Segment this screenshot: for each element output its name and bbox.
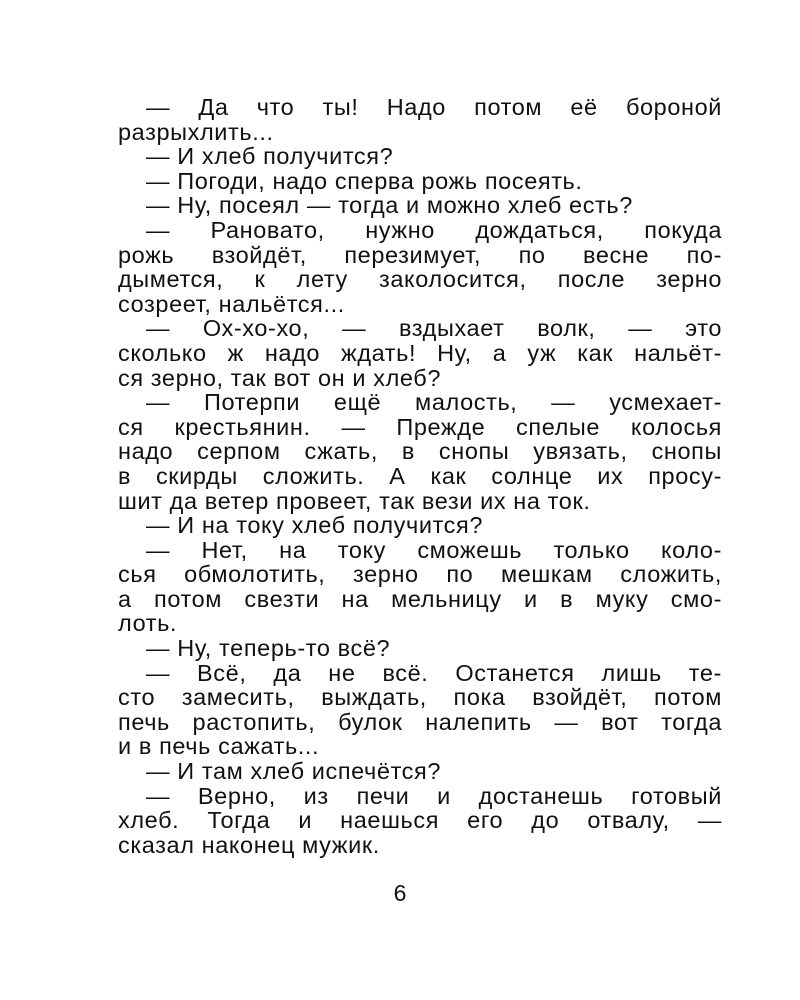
text-line: сказал наконец мужик. bbox=[118, 831, 380, 858]
text-line: — Ну, посеял — тогда и можно хлеб есть? bbox=[146, 192, 633, 219]
text-line: дымется, к лету заколосится, после зерно bbox=[118, 266, 722, 293]
text-line: в скирды сложить. А как солнце их просу- bbox=[118, 462, 722, 489]
text-line: — И хлеб получится? bbox=[146, 143, 394, 170]
text-line: — Да что ты! Надо потом её бороной bbox=[146, 94, 722, 120]
text-line: шит да ветер провеет, так вези их на ток. bbox=[118, 487, 591, 514]
text-line: а потом свезти на мельницу и в муку смо- bbox=[118, 585, 722, 612]
page-number: 6 bbox=[393, 880, 407, 906]
text-line: — Нет, на току сможешь только коло- bbox=[146, 536, 722, 563]
text-line: — И там хлеб испечётся? bbox=[146, 758, 442, 785]
text-line: ся крестьянин. — Прежде спелые колосья bbox=[118, 413, 722, 440]
text-line: — Погоди, надо сперва рожь посеять. bbox=[146, 167, 583, 194]
text-line: сто замесить, выждать, пока взойдёт, потом bbox=[118, 684, 722, 711]
text-line: — Ох-хо-хо, — вздыхает волк, — это bbox=[146, 315, 722, 342]
text-line: сколько ж надо ждать! Ну, а уж как нальёт- bbox=[118, 339, 722, 366]
text-line: — Рановато, нужно дождаться, покуда bbox=[146, 216, 722, 243]
text-line: и в печь сажать... bbox=[118, 733, 320, 760]
text-line: разрыхлить... bbox=[118, 118, 274, 145]
text-line: — Всё, да не всё. Останется лишь те- bbox=[146, 659, 722, 686]
text-line: лоть. bbox=[118, 610, 178, 637]
text-line: хлеб. Тогда и наешься его до отвалу, — bbox=[118, 807, 722, 834]
text-line: — Верно, из печи и достанешь готовый bbox=[146, 782, 722, 809]
text-line: — Ну, теперь-то всё? bbox=[146, 635, 391, 662]
text-line: — Потерпи ещё малость, — усмехает- bbox=[146, 389, 722, 416]
text-line: печь растопить, булок налепить — вот тогда bbox=[118, 708, 722, 735]
text-line: ся зерно, так вот он и хлеб? bbox=[118, 364, 442, 391]
page-text bbox=[118, 95, 722, 857]
text-line: надо серпом сжать, в снопы увязать, снопы bbox=[118, 438, 722, 465]
text-line: сья обмолотить, зерно по мешкам сложить, bbox=[118, 561, 722, 588]
text-line: созреет, нальётся... bbox=[118, 290, 345, 317]
text-line: — И на току хлеб получится? bbox=[146, 512, 484, 539]
text-line: рожь взойдёт, перезимует, по весне по- bbox=[118, 241, 722, 268]
